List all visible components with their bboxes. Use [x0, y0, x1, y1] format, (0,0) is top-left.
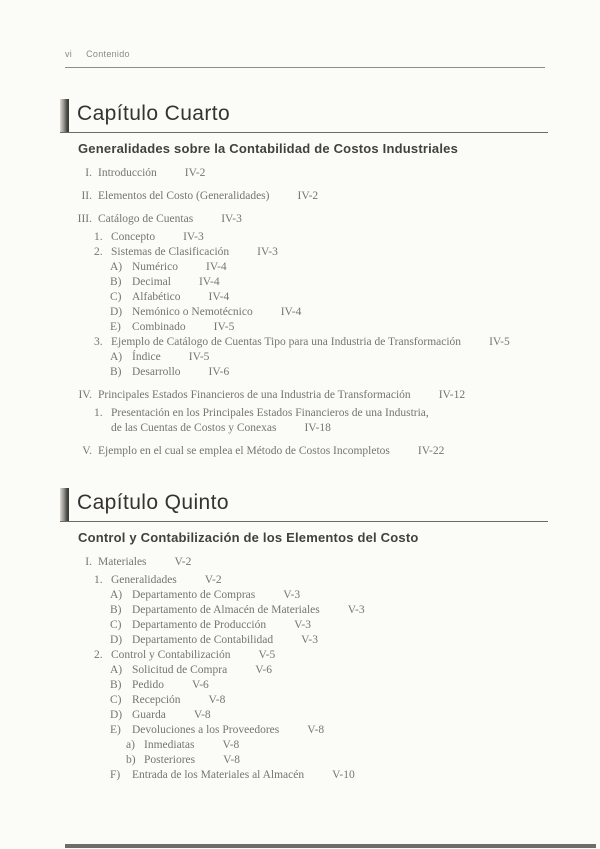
toc-entry-text: Departamento de Contabilidad V-3: [132, 634, 318, 646]
toc-entry: [65, 406, 548, 436]
toc-entry-page: V-8: [307, 724, 325, 736]
toc-entry-page: IV-5: [213, 321, 235, 333]
toc-list: [60, 555, 548, 783]
toc-entry-text: Posteriores V-8: [144, 754, 240, 766]
toc-entry-marker: 2.: [94, 649, 103, 661]
toc-entry-text: Inmediatas V-8: [144, 739, 240, 751]
toc-entry-text: Entrada de los Materiales al Almacén V-10: [132, 769, 355, 781]
toc-entry-page: V-8: [193, 709, 211, 721]
toc-entry-page: V-6: [255, 664, 273, 676]
toc-entry-marker: V.: [82, 445, 92, 457]
toc-entry-page: IV-4: [208, 291, 230, 303]
toc-entry-text: Alfabético IV-4: [132, 291, 230, 303]
toc-entry: [65, 555, 548, 570]
toc-entry: [65, 320, 548, 335]
toc-entry-marker: A): [110, 261, 123, 273]
toc-entry-marker: C): [110, 619, 122, 631]
toc-entry-marker: 2.: [94, 246, 103, 258]
toc-entry-text: Devoluciones a los Proveedores V-8: [132, 724, 325, 736]
toc-entry-marker: A): [110, 351, 123, 363]
running-header: [65, 49, 545, 59]
toc-entry-page: IV-12: [438, 389, 466, 401]
toc-entry-page: IV-5: [188, 351, 210, 363]
chapter-accent-bar: [60, 99, 69, 132]
toc-entry-text: Solicitud de Compra V-6: [132, 664, 273, 676]
toc-entry-marker: 1.: [94, 231, 103, 243]
toc-entry-marker: D): [110, 634, 123, 646]
toc-entry-marker: 3.: [94, 336, 103, 348]
toc-entry: [65, 708, 548, 723]
toc-entry-page: IV-2: [184, 167, 206, 179]
toc-entry-text: Elementos del Costo (Generalidades) IV-2: [98, 190, 319, 202]
toc-entry: [65, 768, 548, 783]
toc-entry-page: V-3: [294, 619, 311, 631]
toc-entry-text: Catálogo de Cuentas IV-3: [98, 213, 242, 225]
toc-entry: [65, 230, 548, 245]
toc-entry: [65, 738, 548, 753]
toc-list: [60, 166, 548, 459]
toc-entry-text: Generalidades V-2: [111, 574, 222, 586]
toc-entry: [65, 275, 548, 290]
toc-entry: [65, 723, 548, 738]
chapter-section-cuarto: [60, 98, 548, 462]
chapter-title: Capítulo Quinto: [77, 491, 229, 514]
toc-entry-marker: 1.: [94, 407, 103, 419]
toc-entry: [65, 444, 548, 459]
toc-entry: [65, 693, 548, 708]
toc-entry-text: Numérico IV-4: [132, 261, 227, 273]
toc-entry-marker: B): [110, 276, 122, 288]
toc-entry-marker: C): [110, 694, 122, 706]
folio-page-number: vi: [65, 49, 73, 59]
toc-entry-marker: E): [110, 724, 121, 736]
toc-entry-text: Sistemas de Clasificación IV-3: [111, 246, 278, 258]
toc-entry-page: IV-4: [280, 306, 302, 318]
toc-entry-page: IV-18: [304, 422, 331, 434]
toc-entry-marker: II.: [81, 190, 92, 202]
toc-entry-page: IV-22: [417, 445, 445, 457]
toc-entry-text: Departamento de Compras V-3: [132, 589, 301, 601]
toc-entry-page: IV-5: [489, 336, 510, 348]
toc-entry: [65, 189, 548, 204]
toc-entry-marker: B): [110, 604, 122, 616]
toc-entry-marker: 1.: [94, 574, 103, 586]
toc-entry: [65, 678, 548, 693]
chapter-subtitle: Control y Contabilización de los Elementos del Costo: [78, 530, 419, 545]
toc-entry-text: Principales Estados Financieros de una Industria de Transformación IV-12: [98, 389, 466, 401]
chapter-subtitle: Generalidades sobre la Contabilidad de Costos Industriales: [78, 141, 459, 156]
toc-entry-page: V-5: [258, 649, 276, 661]
toc-entry: [65, 663, 548, 678]
toc-entry: [65, 648, 548, 663]
toc-entry: [65, 260, 548, 275]
chapter-section-quinto: [60, 487, 548, 783]
toc-entry-text: Control y Contabilización V-5: [111, 649, 276, 661]
chapter-accent-bar: [60, 488, 69, 521]
toc-entry-marker: a): [126, 739, 135, 751]
toc-entry-marker: b): [126, 754, 136, 766]
toc-entry-text: Presentación en los Principales Estados Financieros de una Industria, de las Cuentas de Costos y Conexas IV-18: [111, 407, 429, 434]
toc-entry-page: IV-3: [183, 231, 204, 243]
toc-entry: [65, 588, 548, 603]
chapter-heading: [60, 487, 548, 522]
toc-entry-page: IV-6: [208, 366, 230, 378]
toc-entry-page: IV-4: [198, 276, 220, 288]
toc-entry: [65, 753, 548, 768]
toc-entry-text: Pedido V-6: [132, 679, 209, 691]
toc-entry: [65, 212, 548, 227]
chapter-rule: [60, 521, 548, 523]
toc-entry-text: Combinado IV-5: [132, 321, 235, 333]
toc-entry: [65, 335, 548, 350]
toc-entry-marker: IV.: [78, 389, 92, 401]
toc-entry-marker: D): [110, 709, 123, 721]
toc-entry-marker: C): [110, 291, 122, 303]
toc-entry-page: V-3: [283, 589, 301, 601]
toc-entry: [65, 305, 548, 320]
toc-entry-page: IV-3: [221, 213, 242, 225]
toc-entry-text: Ejemplo de Catálogo de Cuentas Tipo para una Industria de Transformación IV-5: [111, 336, 510, 348]
toc-entry-page: V-2: [204, 574, 222, 586]
toc-entry-text: Departamento de Almacén de Materiales V-3: [132, 604, 365, 616]
toc-entry-page: V-3: [347, 604, 365, 616]
toc-entry-marker: F): [110, 769, 121, 781]
toc-entry: [65, 603, 548, 618]
chapter-heading: [60, 98, 548, 133]
chapter-rule: [60, 132, 548, 134]
toc-entry: [65, 350, 548, 365]
toc-entry-marker: A): [110, 589, 123, 601]
toc-entry-page: V-10: [332, 769, 355, 781]
toc-entry-page: V-8: [208, 694, 226, 706]
toc-entry: [65, 365, 548, 380]
header-rule: [65, 67, 545, 68]
toc-entry-page: IV-3: [257, 246, 278, 258]
toc-entry-marker: I.: [85, 556, 92, 568]
toc-entry-marker: D): [110, 306, 123, 318]
toc-entry-text: Materiales V-2: [98, 556, 192, 568]
toc-entry-marker: A): [110, 664, 123, 676]
toc-entry-text: Departamento de Producción V-3: [132, 619, 311, 631]
toc-entry: [65, 290, 548, 305]
toc-entry-marker: E): [110, 321, 121, 333]
toc-entry-text: Introducción IV-2: [98, 167, 206, 179]
page-bottom-edge-shadow: [65, 844, 596, 848]
toc-entry-page: V-8: [222, 739, 240, 751]
toc-entry-text: Decimal IV-4: [132, 276, 220, 288]
toc-entry-text: Guarda V-8: [132, 709, 211, 721]
toc-entry-page: V-3: [301, 634, 318, 646]
toc-entry-text: Concepto IV-3: [111, 231, 204, 243]
toc-entry: [65, 633, 548, 648]
toc-entry-text: Desarrollo IV-6: [132, 366, 230, 378]
toc-entry-text: Índice IV-5: [132, 351, 210, 363]
toc-entry: [65, 166, 548, 181]
toc-entry-page: IV-4: [205, 261, 227, 273]
toc-entry: [65, 388, 548, 403]
toc-entry-page: V-2: [174, 556, 192, 568]
toc-entry-marker: III.: [77, 213, 92, 225]
toc-entry: [65, 618, 548, 633]
toc-entry-text: Recepción V-8: [132, 694, 226, 706]
toc-entry-text: Ejemplo en el cual se emplea el Método de Costos Incompletos IV-22: [98, 445, 445, 457]
toc-entry: [65, 573, 548, 588]
toc-entry-marker: I.: [85, 167, 92, 179]
toc-entry-text: Nemónico o Nemotécnico IV-4: [132, 306, 302, 318]
toc-entry-page: V-6: [191, 679, 209, 691]
toc-entry-marker: B): [110, 679, 122, 691]
running-head-title: Contenido: [86, 49, 130, 59]
toc-entry-marker: B): [110, 366, 122, 378]
toc-entry-page: V-8: [223, 754, 240, 766]
toc-entry-page: IV-2: [297, 190, 319, 202]
chapter-title: Capítulo Cuarto: [77, 102, 231, 125]
toc-entry: [65, 245, 548, 260]
